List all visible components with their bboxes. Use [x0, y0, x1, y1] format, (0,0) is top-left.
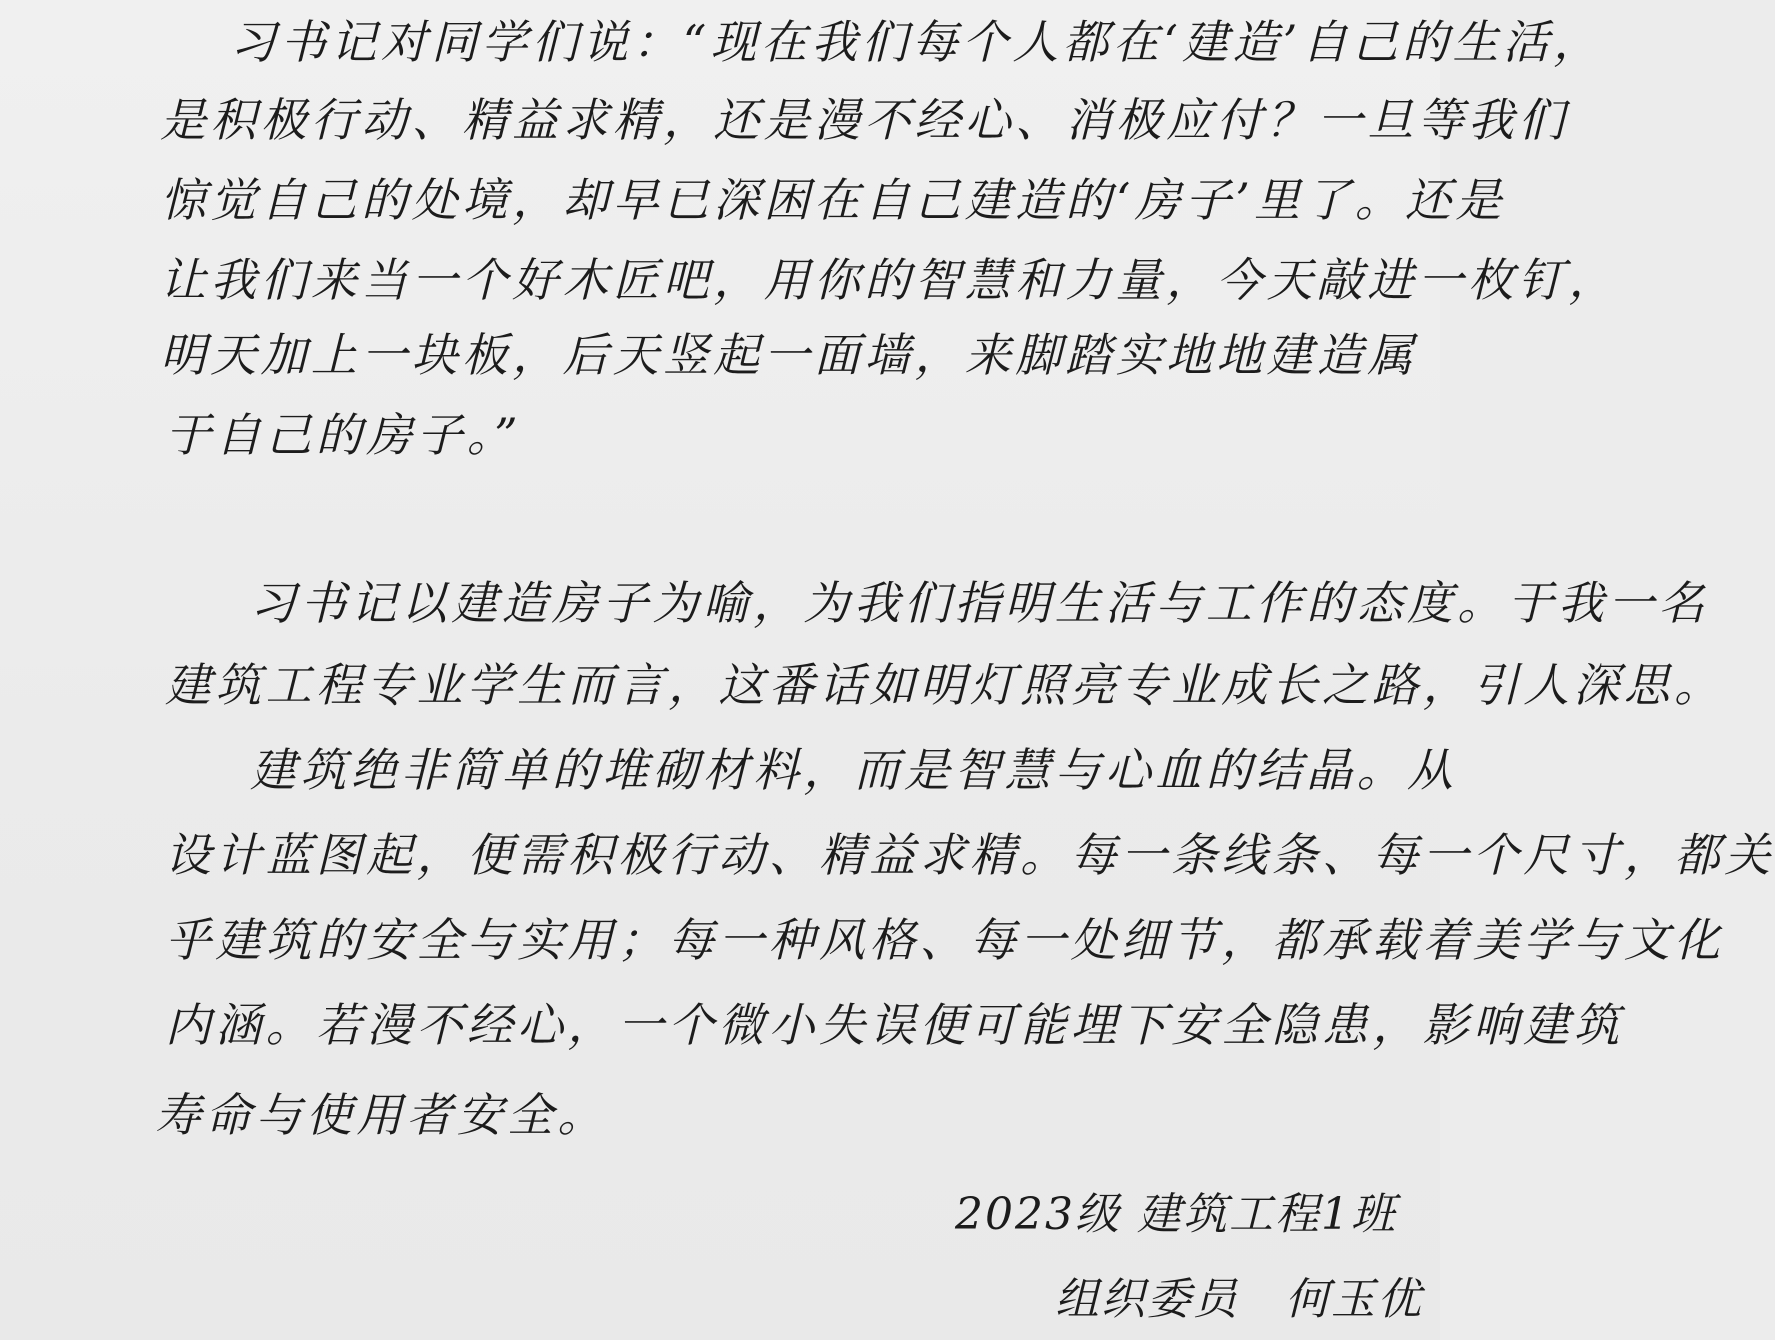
paragraph-3-line-5: 寿命与使用者安全。 — [155, 1088, 608, 1142]
paragraph-2-line-2: 建筑工程专业学生而言，这番话如明灯照亮专业成长之路，引人深思。 — [165, 658, 1725, 712]
paragraph-2-line-1: 习书记以建造房子为喻，为我们指明生活与工作的态度。于我一名 — [250, 576, 1709, 630]
paragraph-3-line-1: 建筑绝非简单的堆砌材料，而是智慧与心血的结晶。从 — [250, 743, 1458, 797]
paragraph-1-line-2: 是积极行动、精益求精，还是漫不经心、消极应付？一旦等我们 — [160, 93, 1569, 147]
paragraph-1-line-5: 明天加上一块板，后天竖起一面墙，来脚踏实地地建造属 — [160, 328, 1418, 382]
paragraph-3-line-2: 设计蓝图起，便需积极行动、精益求精。每一条线条、每一个尺寸，都关 — [165, 828, 1775, 882]
paragraph-1-line-3: 惊觉自己的处境，却早已深困在自己建造的‘房子’里了。还是 — [160, 173, 1506, 227]
signature-role-name: 组织委员 何玉优 — [1055, 1274, 1423, 1325]
paragraph-1-line-1: 习书记对同学们说：“现在我们每个人都在‘建造’自己的生活， — [230, 15, 1604, 69]
paragraph-1-line-6: 于自己的房子。” — [165, 408, 522, 462]
paragraph-1-line-4: 让我们来当一个好木匠吧，用你的智慧和力量，今天敲进一枚钉， — [160, 253, 1619, 307]
signature-class: 2023级 建筑工程1班 — [955, 1189, 1397, 1240]
paragraph-3-line-4: 内涵。若漫不经心，一个微小失误便可能埋下安全隐患，影响建筑 — [165, 998, 1624, 1052]
paragraph-3-line-3: 乎建筑的安全与实用；每一种风格、每一处细节，都承载着美学与文化 — [165, 913, 1725, 967]
